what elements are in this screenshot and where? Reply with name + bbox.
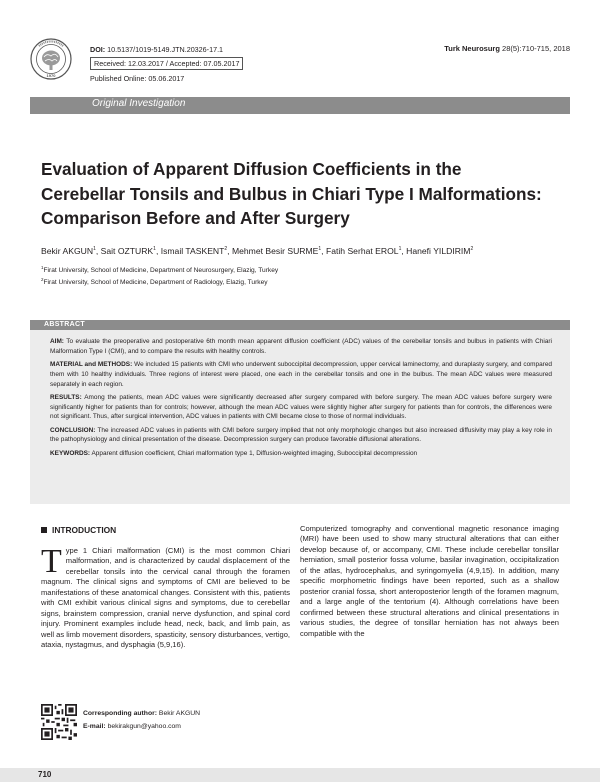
author: Bekir AKGUN$^1$ [41, 246, 96, 256]
drop-cap: T [41, 543, 62, 580]
author: Ismail TASKENT$^2$ [160, 246, 228, 256]
abstract-methods: MATERIAL and METHODS: We included 15 patients with CMI who underwent suboccipital decompression, upper cervical laminectomy, and duraplasty surgery, and compared them with 10 healthy individuals. Three regions of interest were placed, one each in the cerebellar tonsils and one in the bulbus. The mean ADC values were measured separately in each region. [50, 360, 552, 388]
svg-text:1970: 1970 [46, 73, 56, 78]
journal-volume-pages: 28(5):710-715, 2018 [502, 44, 570, 53]
corresponding-author-block [41, 704, 321, 744]
affiliation-2: $^2$Firat University, School of Medicine, Department of Radiology, Elazig, Turkey [41, 276, 268, 286]
title-line-2: Cerebellar Tonsils and Bulbus in Chiari Type I Malformations: [41, 183, 542, 204]
abstract-conclusion: CONCLUSION: The increased ADC values in patients with CMI before surgery implied that not only morphologic changes but also increased diffusivity may play a key role in the pathophysiology and clinical presentation of the disease. Decompression surgery can produce favorable diffusional alterations. [50, 426, 552, 444]
page-number: 710 [38, 770, 52, 779]
affiliation-1: $^1$Firat University, School of Medicine, Department of Neurosurgery, Elazig, Turkey [41, 264, 279, 274]
article-metadata [90, 44, 243, 84]
doi-line [90, 44, 243, 55]
article-type-label: Original Investigation [92, 98, 186, 109]
author: Hanefi YILDIRIM$^2$ [406, 246, 474, 256]
section-square-icon [41, 527, 47, 533]
abstract-heading: ABSTRACT [44, 321, 85, 328]
title-line-1: Evaluation of Apparent Diffusion Coefficients in the [41, 159, 462, 179]
received-accepted-dates: Received: 12.03.2017 / Accepted: 07.05.2017 [90, 57, 243, 70]
introduction-heading: INTRODUCTION [41, 525, 116, 535]
journal-name: Turk Neurosurg [444, 44, 500, 53]
article-title [41, 157, 561, 231]
article-type-banner [30, 97, 570, 114]
author: Fatih Serhat EROL$^1$ [325, 246, 402, 256]
published-online-date: Published Online: 05.06.2017 [90, 74, 185, 83]
page-footer [0, 768, 600, 782]
abstract-text [50, 337, 552, 462]
qr-code-icon[interactable] [41, 704, 77, 740]
email-line: E-mail: bekirakgun@yahoo.com [83, 723, 181, 730]
abstract-keywords: KEYWORDS: Apparent diffusion coefficient, Chiari malformation type 1, Diffusion-weighted imaging, Suboccipital decompression [50, 449, 418, 457]
introduction-right-column: Computerized tomography and conventional magnetic resonance imaging (MRI) have been used to show many structural alterations that can either develop because of, or accompany, CMI. These include cerebellar tonsillar herniation, small posterior fossa volume, basilar invagination, occipitalization of the atlas, hydrocephalus, and syringomyelia (4,9,15). In addition, many specific morphometric findings have been reported, such as a shallow posterior cranial fossa, short anteroposterior length of the foramen magnum, and a large angle of the tentorium (4). Although correlations have been confirmed between these structural alterations and clinical presentations in various studies, the degree of tonsillar herniation has not always been compatible with the [300, 524, 559, 638]
introduction-left-column [41, 543, 290, 651]
author: Sait OZTURK$^1$ [100, 246, 156, 256]
author: Mehmet Besir SURME$^1$ [231, 246, 322, 256]
introduction-paragraph-1: ype 1 Chiari malformation (CMI) is the most common Chiari malformation, and is characterized by caudal displacement of the cerebellar tonsils into the cervical canal through the foramen magnum. The clinical signs and symptoms of CMI are believed to be manifestations of these anatomical changes. Consistent with this, patients with CMI exhibit various clinical signs and symptoms, due to cerebellar signs, brainstem compression, cranial nerve dysfunction, and spinal cord injury. Prominent examples include head, neck, back, and limb pain, as well as limb movement disorders, spasticity, sensory disturbances, vertigo, ataxia, nystagmus, and dysphagia (5,9,16). [41, 546, 290, 650]
abstract-heading-bar [30, 320, 570, 330]
abstract-results: RESULTS: Among the patients, mean ADC values were significantly decreased after surgery compared with before surgery. The mean ADC values before surgery were significantly higher for patients than for controls; however, although the mean ADC values were slightly higher after surgery for patients than for controls, the differences were not significant. Thus, after surgical intervention, ADC values in patients with CMI became close to those of normal individuals. [50, 393, 552, 421]
turkish-neurosurgical-society-logo [30, 38, 72, 80]
title-line-3: Comparison Before and After Surgery [41, 208, 350, 228]
doi-label: DOI: [90, 45, 106, 54]
corresponding-author-details [83, 707, 200, 733]
author-list: Bekir AKGUN$^1$, Sait OZTURK$^1$, Ismail TASKENT$^2$, Mehmet Besir SURME$^1$, Fatih Serhat EROL$^1$, Hanefi YILDIRIM$^2$ [41, 246, 474, 256]
journal-citation [444, 44, 570, 53]
doi-value[interactable]: 10.5137/1019-5149.JTN.20326-17.1 [107, 45, 224, 54]
email-link[interactable]: bekirakgun@yahoo.com [107, 723, 181, 730]
abstract-aim: AIM: To evaluate the preoperative and postoperative 6th month mean apparent diffusion coefficient (ADC) values of the cerebellar tonsils and bulbus in patients with Chiari Malformation Type I (CMI), and to compare the results with healthy controls. [50, 338, 552, 355]
corresponding-author-line: Corresponding author: Bekir AKGUN [83, 710, 201, 717]
